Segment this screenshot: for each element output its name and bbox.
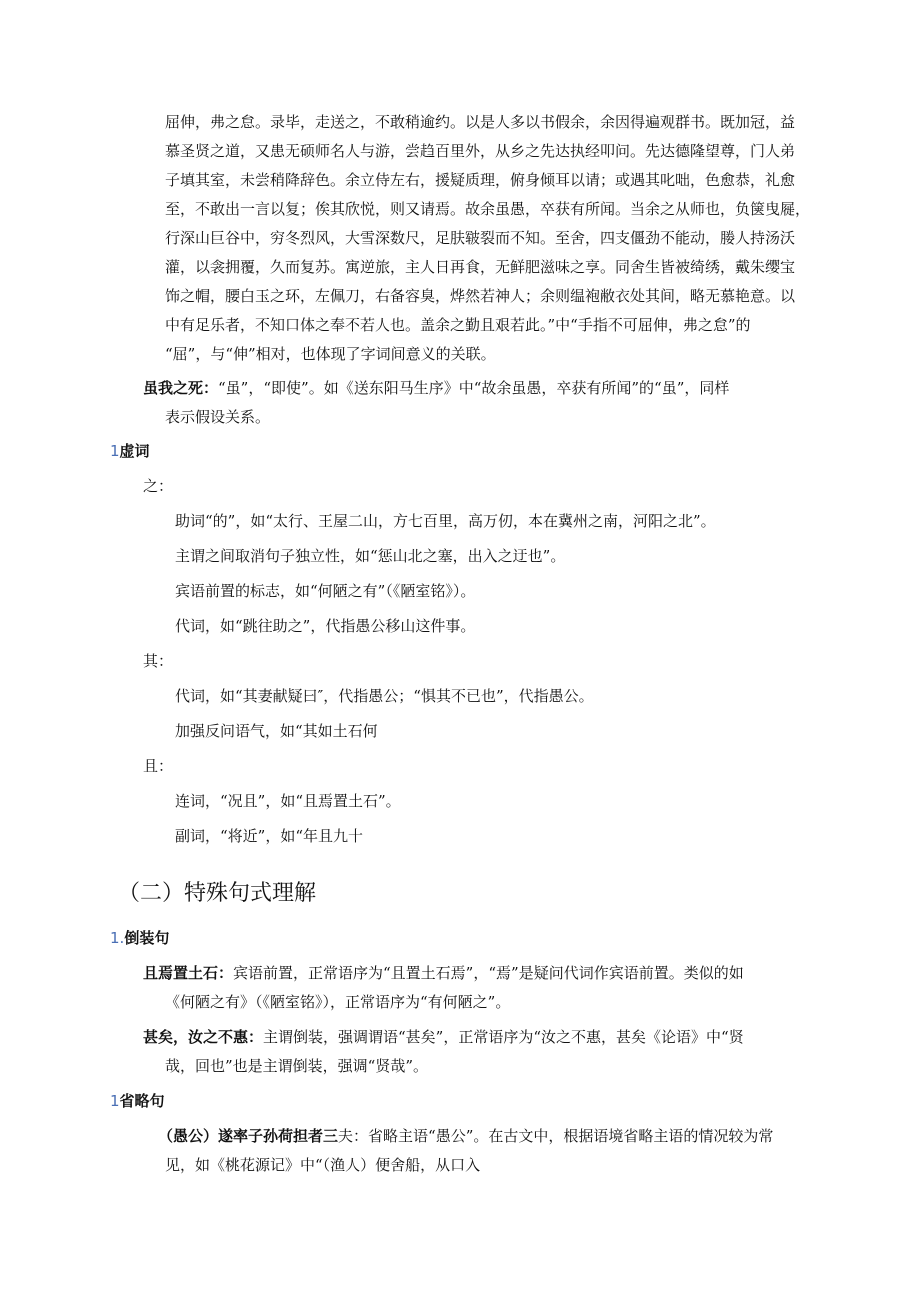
text-line: 至，不敢出一言以复；俟其欣悦，则又请焉。故余虽愚，卒获有所闻。当余之从师也，负箧曳屣，: [165, 200, 811, 218]
char-label-qie: 且：: [143, 757, 174, 775]
text-line: 行深山巨谷中，穷冬烈风，大雪深数尺，足肤皲裂而不知。至舍，四支僵劲不能动，媵人持汤沃: [165, 229, 796, 247]
text-line: 中有足乐者，不知口体之奉不若人也。盖余之勤且艰若此。”中“手指不可屈伸，弗之怠”的: [165, 316, 751, 334]
subsection-heading-shenglue: [110, 1091, 165, 1111]
list-item: 加强反问语气，如“其如土石何: [175, 722, 378, 740]
section-title: （二）特殊句式理解: [118, 881, 317, 906]
text-line: 屈伸，弗之怠。录毕，走送之，不敢稍逾约。以是人多以书假余，余因得遍观群书。既加冠，益: [165, 113, 796, 131]
heading-title: 省略句: [119, 1092, 165, 1110]
section-heading-xuci: [110, 441, 150, 461]
heading-title: 倒装句: [124, 929, 170, 947]
list-item: 代词，如“跳往助之”，代指愚公移山这件事。: [175, 617, 476, 635]
heading-title: 虚词: [119, 442, 150, 460]
text-line: 慕圣贤之道，又患无硕师名人与游，尝趋百里外，从乡之先达执经叩问。先达德隆望尊，门人弟: [165, 142, 796, 160]
list-item: 代词，如“其妻献疑曰″，代指愚公；“惧其不已也”，代指愚公。: [175, 687, 594, 705]
list-item: 连词，“况且”，如“且焉置土石”。: [175, 792, 401, 810]
entry-term: 甚矣，汝之不惠：: [143, 1028, 264, 1046]
entry-term: 且焉置土石：: [143, 964, 234, 982]
heading-number: 1: [110, 1092, 120, 1110]
entry-text: 宾语前置，正常语序为“且置土石焉”，“焉”是疑问代词作宾语前置。类似的如: [233, 964, 744, 982]
entry-text: 主谓倒装，强调谓语“甚矣”，正常语序为“汝之不惠，甚矣《论语》中“贤: [263, 1028, 744, 1046]
subsection-heading-daozhuang: [110, 928, 169, 948]
heading-number: 1.: [110, 929, 125, 947]
list-item: 副词，“将近”，如“年且九十: [175, 827, 364, 845]
list-item: 主谓之间取消句子独立性，如“惩山北之塞，出入之迂也”。: [175, 547, 566, 565]
text-line: 饰之帽，腰白玉之环，左佩刀，右备容臭，烨然若神人；余则缊袍敝衣处其间，略无慕艳意。以: [165, 287, 796, 305]
heading-number: 1: [110, 442, 120, 460]
entry-term: 虽我之死：: [143, 379, 219, 397]
entry-term-tail: 夫：: [338, 1127, 369, 1145]
list-item: 助词“的”，如“太行、王屋二山，方七百里，高万仞，本在冀州之南，河阳之北”。: [175, 512, 716, 530]
entry-term: （愚公）遂率子孙荷担者三: [158, 1127, 339, 1145]
entry-text: 哉，回也”也是主谓倒装，强调“贤哉”。: [165, 1057, 429, 1075]
entry-text: “虽”，“即使”。如《送东阳马生序》中“故余虽愚，卒获有所闻”的“虽”，同样: [218, 379, 730, 397]
list-item: 宾语前置的标志，如“何陋之有”（《陋室铭》）。: [175, 582, 476, 600]
char-label-qi: 其：: [143, 652, 174, 670]
entry-text: 省略主语“愚公”。在古文中，根据语境省略主语的情况较为常: [368, 1127, 774, 1145]
entry-text: 《何陋之有》（《陋室铭》），正常语序为“有何陋之”。: [165, 993, 511, 1011]
entry-text: 见，如《桃花源记》中“（渔人）便舍船，从口入: [165, 1156, 481, 1174]
char-label-zhi: 之：: [143, 477, 174, 495]
text-line: 子填其室，未尝稍降辞色。余立侍左右，援疑质理，俯身倾耳以请；或遇其叱咄，色愈恭，礼愈: [165, 171, 796, 189]
entry-text: 表示假设关系。: [165, 408, 271, 426]
text-line: 灌，以衾拥覆，久而复苏。寓逆旅，主人日再食，无鲜肥滋味之享。同舍生皆被绮绣，戴朱缨宝: [165, 258, 796, 276]
text-line: “屈”，与“伸”相对，也体现了字词间意义的关联。: [165, 345, 496, 363]
